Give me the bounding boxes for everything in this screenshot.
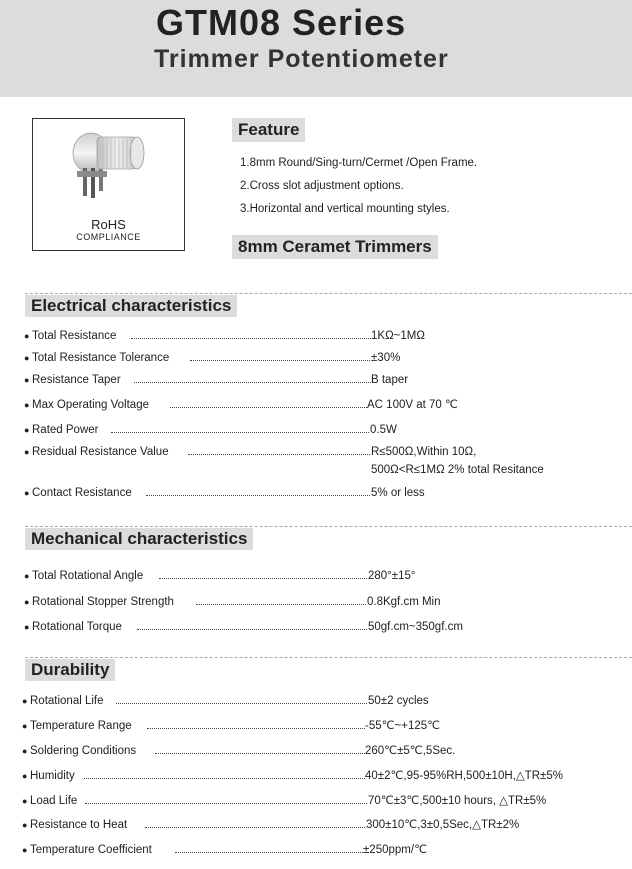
bullet-icon: ●	[24, 375, 30, 385]
bullet-icon: ●	[24, 447, 30, 457]
divider	[25, 293, 632, 294]
mechanical-heading: Mechanical characteristics	[25, 528, 253, 550]
leader-dots	[137, 629, 367, 630]
leader-dots	[111, 432, 369, 433]
spec-label: Total Resistance	[32, 330, 117, 342]
divider	[25, 526, 632, 527]
product-image-box	[32, 118, 185, 251]
spec-label: Residual Resistance Value	[32, 446, 169, 458]
bullet-icon: ●	[22, 820, 28, 830]
bullet-icon: ●	[22, 796, 28, 806]
bullet-icon: ●	[22, 721, 28, 731]
spec-value: AC 100V at 70 ℃	[367, 399, 458, 411]
spec-label: Temperature Coefficient	[30, 844, 152, 856]
bullet-icon: ●	[24, 331, 30, 341]
bullet-icon: ●	[22, 696, 28, 706]
bullet-icon: ●	[24, 400, 30, 410]
spec-label: Resistance to Heat	[30, 819, 128, 831]
feature-heading: Feature	[232, 118, 305, 142]
spec-value: 40±2℃,95-95%RH,500±10H,△TR±5%	[365, 770, 563, 782]
page-subtitle: Trimmer Potentiometer	[154, 45, 449, 73]
spec-label: Total Resistance Tolerance	[32, 352, 170, 364]
leader-dots	[85, 803, 367, 804]
spec-value: 5% or less	[371, 487, 425, 499]
leader-dots	[196, 604, 366, 605]
bullet-icon: ●	[22, 771, 28, 781]
spec-value: 280°±15°	[368, 570, 416, 582]
spec-label: Max Operating Voltage	[32, 399, 149, 411]
spec-value-continued: 500Ω<R≤1MΩ 2% total Resitance	[371, 464, 544, 476]
spec-label: Resistance Taper	[32, 374, 121, 386]
leader-dots	[159, 578, 367, 579]
spec-value: 0.8Kgf.cm Min	[367, 596, 441, 608]
bullet-icon: ●	[24, 597, 30, 607]
spec-value: B taper	[371, 374, 409, 386]
feature-item: 1.8mm Round/Sing-turn/Cermet /Open Frame.	[240, 157, 478, 169]
leader-dots	[175, 852, 363, 853]
bullet-icon: ●	[24, 622, 30, 632]
leader-dots	[190, 360, 370, 361]
leader-dots	[147, 728, 365, 729]
spec-value: 1KΩ~1MΩ	[371, 330, 425, 342]
electrical-heading: Electrical characteristics	[25, 295, 237, 317]
leader-dots	[145, 827, 365, 828]
trimmer-potentiometer-image	[57, 123, 157, 218]
compliance-label: COMPLIANCE	[76, 232, 141, 242]
spec-value: -55℃~+125℃	[365, 720, 441, 732]
header-banner	[0, 0, 632, 97]
bullet-icon: ●	[24, 488, 30, 498]
leader-dots	[188, 454, 370, 455]
spec-label: Rotational Stopper Strength	[32, 596, 174, 608]
spec-value: 70℃±3℃,500±10 hours, △TR±5%	[368, 795, 547, 807]
spec-label: Humidity	[30, 770, 75, 782]
bullet-icon: ●	[24, 425, 30, 435]
leader-dots	[84, 778, 365, 779]
feature-item: 3.Horizontal and vertical mounting styles.	[240, 203, 450, 215]
leader-dots	[116, 703, 367, 704]
bullet-icon: ●	[24, 353, 30, 363]
spec-value: ±30%	[371, 352, 401, 364]
spec-label: Rated Power	[32, 424, 99, 436]
spec-value: 300±10℃,3±0,5Sec,△TR±2%	[366, 819, 520, 831]
bullet-icon: ●	[24, 571, 30, 581]
spec-label: Rotational Life	[30, 695, 104, 707]
spec-value: 50gf.cm~350gf.cm	[368, 621, 463, 633]
spec-value: ±250ppm/℃	[363, 844, 427, 856]
spec-value: 0.5W	[370, 424, 397, 436]
bullet-icon: ●	[22, 845, 28, 855]
durability-heading: Durability	[25, 659, 115, 681]
page-title: GTM08 Series	[156, 2, 407, 43]
spec-label: Rotational Torque	[32, 621, 122, 633]
leader-dots	[146, 495, 370, 496]
leader-dots	[131, 338, 371, 339]
leader-dots	[170, 407, 367, 408]
spec-value: R≤500Ω,Within 10Ω,	[371, 446, 477, 458]
leader-dots	[134, 382, 371, 383]
divider	[25, 657, 632, 658]
trimmers-heading: 8mm Ceramet Trimmers	[232, 235, 438, 259]
spec-value: 260℃±5℃,5Sec.	[365, 745, 456, 757]
leader-dots	[155, 753, 365, 754]
spec-label: Contact Resistance	[32, 487, 132, 499]
feature-item: 2.Cross slot adjustment options.	[240, 180, 404, 192]
bullet-icon: ●	[22, 746, 28, 756]
spec-label: Total Rotational Angle	[32, 570, 144, 582]
spec-label: Temperature Range	[30, 720, 132, 732]
spec-label: Soldering Conditions	[30, 745, 137, 757]
rohs-label: RoHS	[91, 217, 126, 232]
spec-value: 50±2 cycles	[368, 695, 429, 707]
spec-label: Load Life	[30, 795, 78, 807]
